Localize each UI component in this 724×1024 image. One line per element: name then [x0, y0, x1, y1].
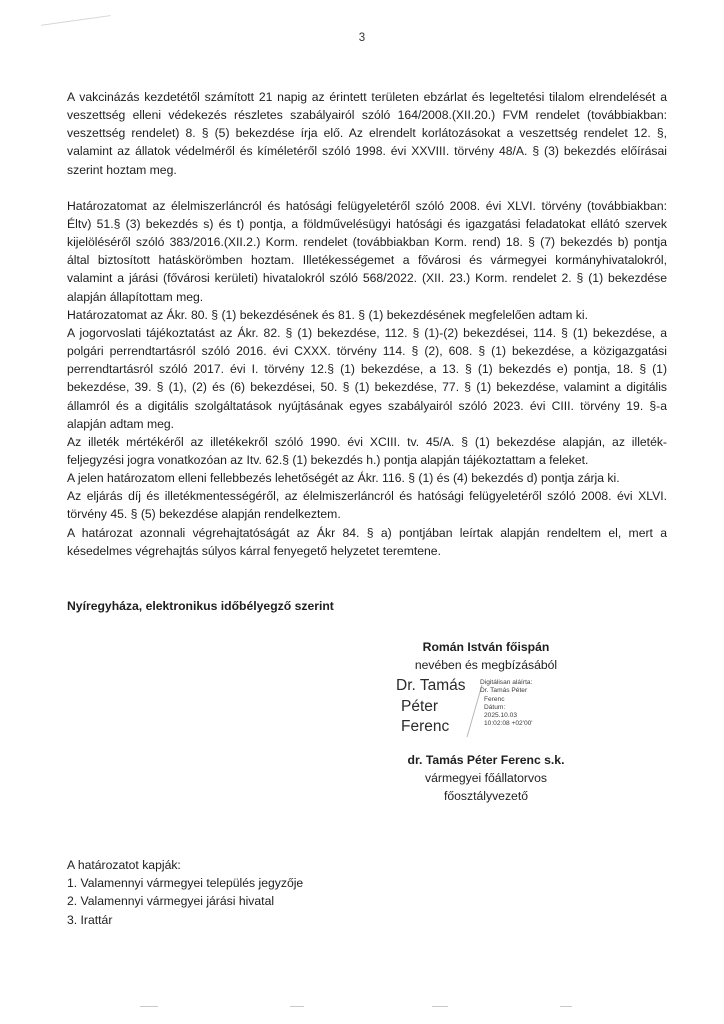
- date-label: Dátum:: [484, 703, 506, 711]
- scan-dash: [560, 1006, 572, 1007]
- recipient-item: 2. Valamennyi vármegyei járási hivatal: [67, 894, 275, 909]
- scan-artifact: [39, 1, 110, 26]
- paragraph: Az illeték mértékéről az illetékekről szóló 1990. évi XCIII. tv. 45/A. § (1) bekezdése alapján, az illeték-feljegyzési jogra vonatkozóan az Itv. 62.§ (1) bekezdés h.) pontja alapján tájékoztattam a feleket.: [67, 434, 667, 467]
- signer-title: vármegyei főállatorvos: [425, 771, 547, 785]
- recipients-heading: A határozatot kapják:: [67, 858, 181, 872]
- digital-signature: [396, 676, 606, 742]
- signature-name: [396, 676, 478, 738]
- scan-dash: [140, 1006, 158, 1007]
- recipients-list: [67, 856, 303, 929]
- recipient-item: 3. Irattár: [67, 912, 113, 927]
- signer-name: dr. Tamás Péter Ferenc s.k.: [407, 753, 565, 767]
- scan-artifact: [0, 1002, 724, 1014]
- signature-name-line: Ferenc: [401, 718, 450, 735]
- paragraph: A jogorvoslati tájékoztatást az Ákr. 82. § (1) bekezdése, 112. § (1)-(2) bekezdései, 114. § (1) bekezdése, a polgári perrendtartásról szóló 2016. évi CXXX. törvény 114. § (2), 608. § (1) bekezdése, a közigazgatási perrendtartásról szóló 2017. évi I. törvény 12.§ (1) bekezdése, a 13. § (1) bekezdés e) pontja, 18. § (1) bekezdése, 39. § (1), (2) és (6) bekezdései, 50. § (1) bekezdése, 77. § (1) bekezdése, valamint a digitális államról és a digitális szolgáltatások nyújtásának egyes szabályairól szóló 2023. évi CIII. törvény 19. §-a alapján adtam meg.: [67, 325, 667, 431]
- paragraph: A vakcinázás kezdetétől számított 21 napig az érintett területen ebzárlat és legeltetési tilalom elrendelését a veszettség elleni védekezés részletes szabályairól szóló 164/2008.(XII.20.) FVM rendelet (továbbiakban: veszettség rendelet) 8. § (5) bekezdése írja elő. Az elrendelt korlátozásokat a veszettség rendelet 12. §, valamint az állatok védelméről és kíméletéről szóló 1998. évi XXVIII. törvény 48/A. § (3) bekezdés előírásai szerint hoztam meg.: [67, 90, 667, 177]
- signing-place: Nyíregyháza, elektronikus időbélyegző szerint: [67, 599, 334, 613]
- signer-name-line: Ferenc: [484, 695, 505, 703]
- scan-dash: [290, 1006, 304, 1007]
- signer-title: főosztályvezető: [443, 789, 528, 803]
- paragraph: Határozatomat az élelmiszerláncról és hatósági felügyeletéről szóló 2008. évi XLVI. törvény (továbbiakban: Éltv) 51.§ (3) bekezdés s) és t) pontja, a földművelésügyi hatósági és igazgatási feladatokat ellátó szervek kijelöléséről szóló 383/2016.(XII.2.) Korm. rendelet (továbbiakban Korm. rend) 18. § (7) bekezdés b) pontja által biztosított hatáskörömben hoztam. Illetékességemet a fővárosi és vármegyei kormányhivatalokról, valamint a járási (fővárosi kerületi) hivatalokról szóló 568/2022. (XII. 23.) Korm. rendelet 2. § (1) bekezdése alapján állapítottam meg.: [67, 198, 667, 304]
- signer-block: [340, 751, 632, 805]
- paragraph: Az eljárás díj és illetékmentességéről, az élelmiszerláncról és hatósági felügyeletéről szóló 2008. évi XLVI. törvény 45. § (5) bekezdése alapján rendelkeztem.: [67, 489, 667, 522]
- signature-details: [480, 679, 600, 729]
- paragraph: A jelen határozatom elleni fellebbezés lehetőségét az Ákr. 116. § (1) és (4) bekezdés d) pontja zárja ki.: [67, 471, 620, 486]
- paragraph: Határozatomat az Ákr. 80. § (1) bekezdésének és 81. § (1) bekezdésének megfelelően adtam ki.: [67, 307, 588, 322]
- signature-time: 10:02:08 +02'00': [484, 720, 533, 728]
- signature-block: [340, 638, 632, 674]
- signer-name-line: Dr. Tamás Péter: [480, 687, 528, 695]
- signature-name-line: Dr. Tamás: [396, 677, 466, 694]
- signature-date: 2025.10.03: [484, 712, 518, 720]
- signed-by-label: Digitálisan aláírta:: [480, 679, 533, 686]
- on-behalf-text: nevében és megbízásából: [414, 658, 558, 672]
- page-number: 3: [358, 32, 366, 44]
- document-body: [67, 88, 667, 560]
- signature-name-line: Péter: [401, 697, 439, 715]
- authority-name: Román István főispán: [422, 640, 550, 654]
- paragraph: A határozat azonnali végrehajtatóságát az Ákr 84. § a) pontjában leírtak alapján rendeltem el, mert a késedelmes végrehajtás súlyos kárral fenyegető helyzetet teremtene.: [67, 525, 667, 558]
- recipient-item: 1. Valamennyi vármegyei település jegyzője: [67, 876, 304, 891]
- scan-dash: [432, 1006, 448, 1007]
